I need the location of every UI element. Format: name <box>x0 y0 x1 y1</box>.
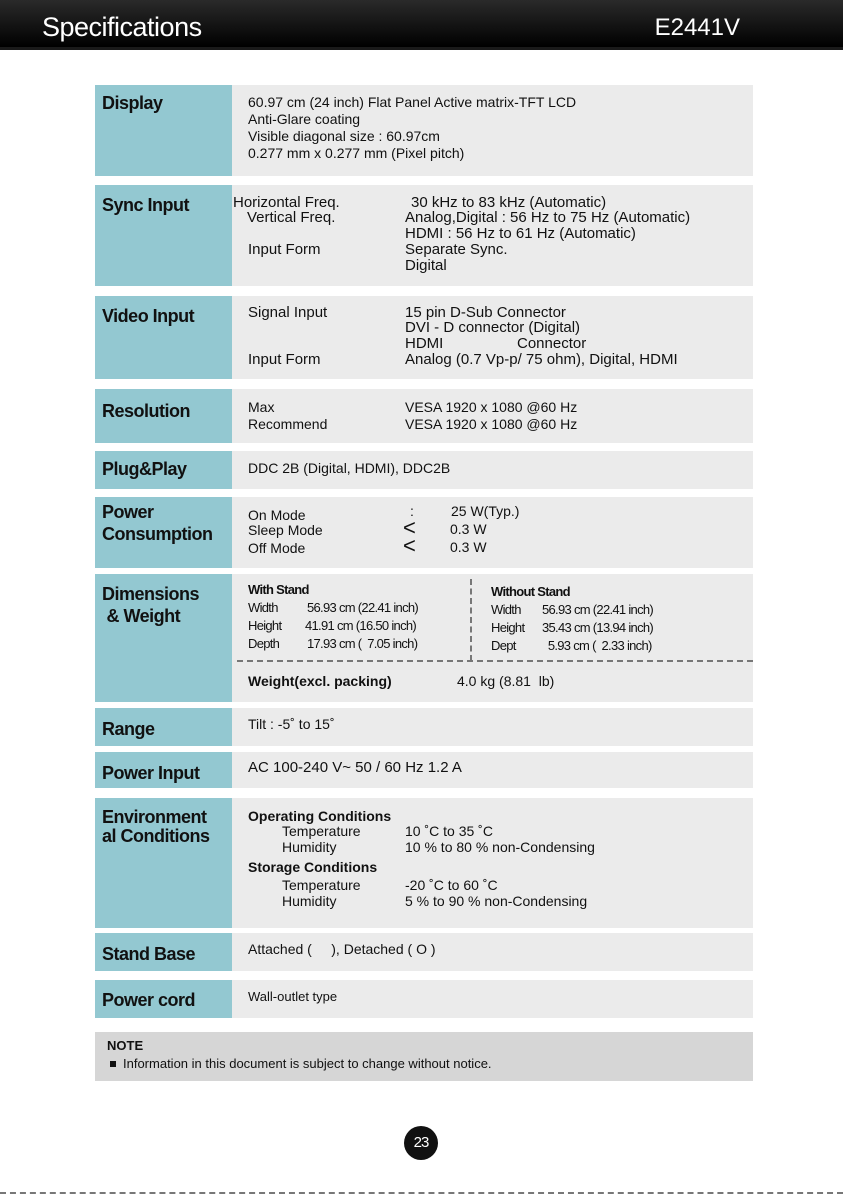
spec-key: Dept <box>491 638 516 653</box>
spec-label: Resolution <box>95 389 232 443</box>
spec-label: Power Consumption <box>95 497 232 568</box>
spec-key: Max <box>248 399 275 415</box>
spec-key: Humidity <box>282 839 337 855</box>
spec-value: 5.93 cm ( 2.33 inch) <box>542 638 652 653</box>
spec-content <box>232 980 753 1018</box>
spec-symbol: : <box>410 503 414 519</box>
spec-key: Signal Input <box>248 304 328 321</box>
spec-row-plug-and-play <box>95 451 753 489</box>
spec-row-stand-base <box>95 933 753 971</box>
spec-row-power-consumption <box>95 497 753 568</box>
spec-value: 35.43 cm (13.94 inch) <box>542 620 654 635</box>
with-stand-title: With Stand <box>248 582 309 597</box>
note-box <box>95 1032 753 1081</box>
spec-key: Height <box>248 618 282 633</box>
spec-line: Anti-Glare coating <box>248 111 361 127</box>
spec-value: Tilt : -5˚ to 15˚ <box>248 716 335 732</box>
spec-symbol: < <box>403 515 416 540</box>
spec-label: Environment al Conditions <box>95 798 232 928</box>
spec-content <box>232 296 753 379</box>
spec-value: -20 ˚C to 60 ˚C <box>405 877 498 893</box>
spec-value: 10 ˚C to 35 ˚C <box>405 823 493 839</box>
spec-value: 25 W(Typ.) <box>451 503 520 519</box>
spec-row-video-input <box>95 296 753 379</box>
spec-value: 56.93 cm (22.41 inch) <box>542 602 654 617</box>
spec-content <box>232 185 753 286</box>
spec-value: VESA 1920 x 1080 @60 Hz <box>405 416 578 432</box>
spec-content <box>232 85 753 176</box>
spec-row-resolution <box>95 389 753 443</box>
bullet-icon <box>110 1061 116 1067</box>
spec-key: Horizontal Freq. <box>233 194 340 211</box>
spec-key: Input Form <box>248 351 321 368</box>
spec-line: Visible diagonal size : 60.97cm <box>248 128 440 144</box>
spec-row-power-input <box>95 752 753 788</box>
spec-value: 30 kHz to 83 kHz (Automatic) <box>411 194 607 211</box>
spec-key: Depth <box>248 636 280 651</box>
spec-value: DDC 2B (Digital, HDMI), DDC2B <box>248 460 451 476</box>
spec-label: Power Input <box>95 752 232 788</box>
spec-row-power-cord <box>95 980 753 1018</box>
spec-row-display <box>95 85 753 176</box>
divider-horizontal <box>237 660 753 662</box>
spec-value: 56.93 cm (22.41 inch) <box>307 600 419 615</box>
spec-value: 17.93 cm ( 7.05 inch) <box>307 636 418 651</box>
spec-key: Sleep Mode <box>248 522 323 538</box>
spec-value: 0.3 W <box>450 539 487 555</box>
spec-key: Temperature <box>282 877 361 893</box>
spec-label: Dimensions & Weight <box>95 574 232 702</box>
spec-row-sync-input <box>95 185 753 286</box>
spec-value: 15 pin D-Sub Connector <box>405 304 566 321</box>
spec-value: Separate Sync. <box>405 241 508 258</box>
spec-row-environmental-conditions <box>95 798 753 928</box>
weight-value: 4.0 kg (8.81 lb) <box>457 673 555 689</box>
spec-label: Range <box>95 708 232 746</box>
spec-content <box>232 389 753 443</box>
spec-value: HDMI : 56 Hz to 61 Hz (Automatic) <box>405 225 636 242</box>
spec-label: Display <box>95 85 232 176</box>
spec-label: Plug&Play <box>95 451 232 489</box>
spec-content <box>232 451 753 489</box>
storage-title: Storage Conditions <box>248 859 378 875</box>
operating-title: Operating Conditions <box>248 808 392 824</box>
spec-line: 60.97 cm (24 inch) Flat Panel Active matrix-TFT LCD <box>248 94 577 110</box>
spec-content <box>232 933 753 971</box>
spec-key: Input Form <box>248 241 321 258</box>
spec-value: Wall-outlet type <box>248 989 338 1004</box>
spec-key: Off Mode <box>248 540 306 556</box>
spec-value: 10 % to 80 % non-Condensing <box>405 839 595 855</box>
spec-content <box>232 708 753 746</box>
spec-label: Video Input <box>95 296 232 379</box>
spec-key: Recommend <box>248 416 328 432</box>
spec-value: VESA 1920 x 1080 @60 Hz <box>405 399 578 415</box>
spec-content <box>232 497 753 568</box>
divider-vertical <box>470 579 472 661</box>
spec-value: Analog (0.7 Vp-p/ 75 ohm), Digital, HDMI <box>405 351 678 368</box>
spec-value: 5 % to 90 % non-Condensing <box>405 893 588 909</box>
spec-value: HDMI <box>405 335 444 352</box>
note-text: Information in this document is subject to change without notice. <box>123 1056 492 1071</box>
spec-symbol: < <box>403 533 416 558</box>
spec-label: Sync Input <box>95 185 232 286</box>
spec-key: Vertical Freq. <box>247 209 336 226</box>
page-header <box>0 0 843 50</box>
spec-value: Digital <box>405 257 447 274</box>
spec-content <box>232 752 753 788</box>
page-title: Specifications <box>42 12 202 42</box>
spec-value: Attached ( ), Detached ( O ) <box>248 941 436 957</box>
spec-value: 0.3 W <box>450 521 487 537</box>
spec-key: Width <box>491 602 521 617</box>
weight-label: Weight(excl. packing) <box>248 673 392 689</box>
spec-key: Width <box>248 600 278 615</box>
model-name: E2441V <box>654 14 740 41</box>
spec-row-range <box>95 708 753 746</box>
page-number: 23 <box>404 1126 438 1160</box>
spec-row-dimensions-weight <box>95 574 753 702</box>
bottom-rule <box>0 1192 843 1194</box>
spec-value: Analog,Digital : 56 Hz to 75 Hz (Automatic) <box>405 209 691 226</box>
spec-key: Temperature <box>282 823 361 839</box>
without-stand-title: Without Stand <box>491 584 570 599</box>
note-title: NOTE <box>107 1038 144 1053</box>
spec-value: AC 100-240 V~ 50 / 60 Hz 1.2 A <box>248 759 462 776</box>
spec-content <box>232 574 753 702</box>
spec-value: 41.91 cm (16.50 inch) <box>305 618 417 633</box>
spec-value: DVI - D connector (Digital) <box>405 319 581 336</box>
spec-key: Humidity <box>282 893 337 909</box>
spec-key: Height <box>491 620 525 635</box>
spec-label: Stand Base <box>95 933 232 971</box>
spec-content <box>232 798 753 928</box>
spec-key: On Mode <box>248 507 306 523</box>
spec-value: Connector <box>517 335 587 352</box>
spec-label: Power cord <box>95 980 232 1018</box>
spec-line: 0.277 mm x 0.277 mm (Pixel pitch) <box>248 145 465 161</box>
